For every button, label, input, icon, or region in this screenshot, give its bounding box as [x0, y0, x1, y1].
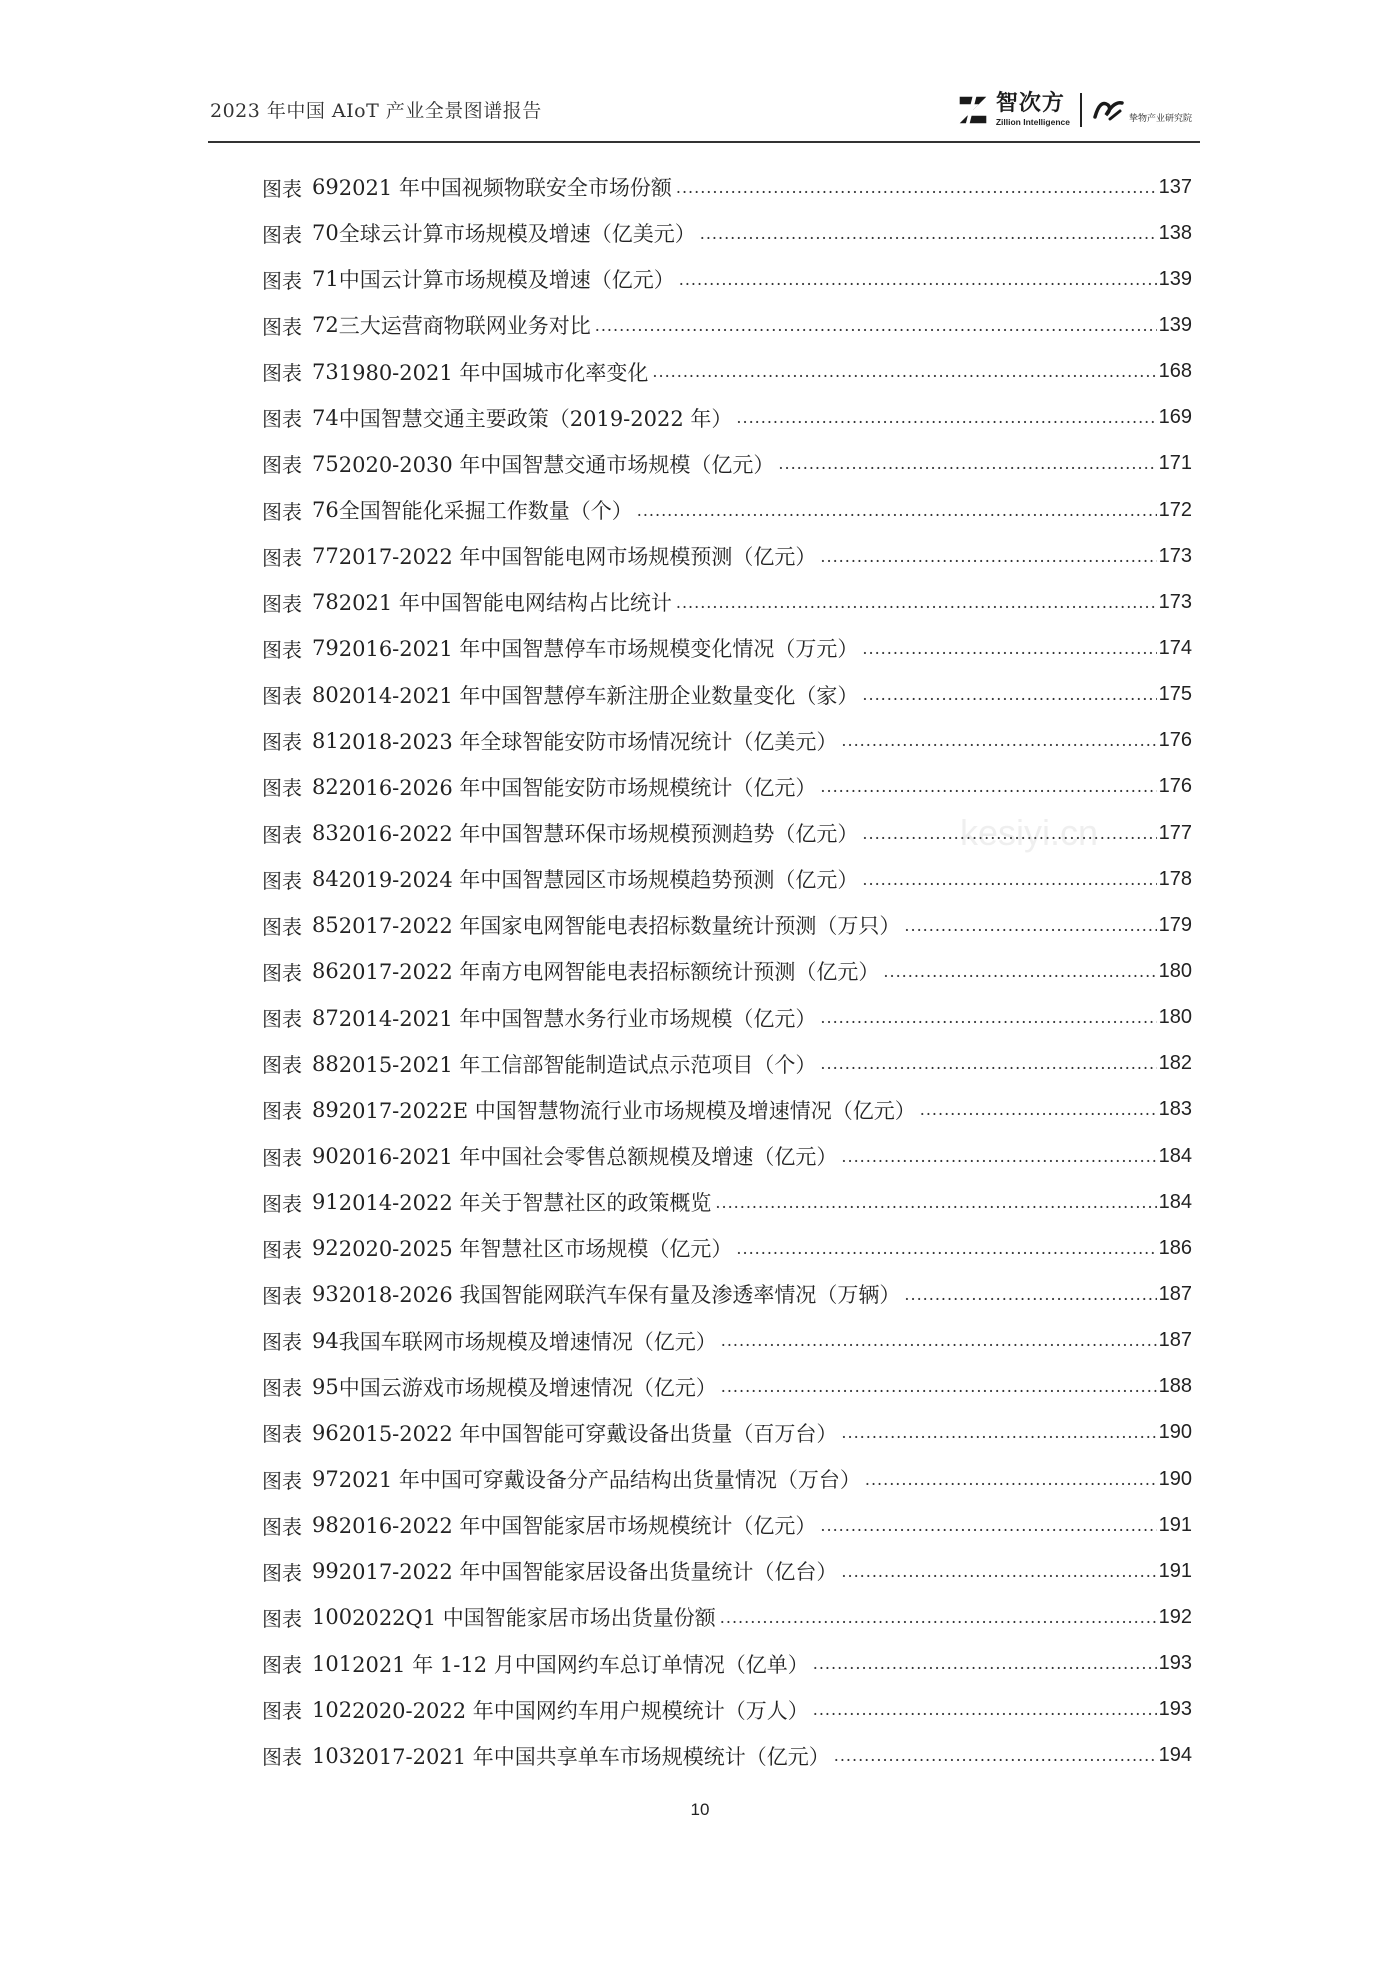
toc-entry-title: 全球云计算市场规模及增速（亿美元） [338, 222, 696, 247]
toc-entry-prefix: 图表 [262, 1653, 302, 1678]
toc-entry-page: 184 [1158, 1190, 1192, 1213]
watermark-text: kesiyi.cn [960, 812, 1099, 853]
toc-entry-prefix: 图表 [262, 1699, 302, 1724]
toc-entry-leader [841, 1423, 1156, 1442]
toc-entry-title: 2020-2030 年中国智慧交通市场规模（亿元） [338, 452, 775, 477]
toc-entry-leader [820, 777, 1156, 796]
toc-entry-number: 99 [312, 1559, 339, 1584]
toc-entry-number: 82 [312, 774, 339, 799]
toc-entry[interactable] [262, 256, 1192, 302]
toc-entry-prefix: 图表 [262, 1468, 302, 1493]
toc-entry-prefix: 图表 [262, 176, 302, 201]
toc-entry[interactable] [262, 1641, 1192, 1687]
toc-entry-title: 2019-2024 年中国智慧园区市场规模趋势预测（亿元） [338, 868, 859, 893]
toc-entry[interactable] [262, 441, 1192, 487]
toc-entry-leader [820, 1054, 1156, 1073]
toc-entry-page: 188 [1158, 1375, 1192, 1398]
toc-entry-title: 2014-2022 年关于智慧社区的政策概览 [338, 1191, 712, 1216]
toc-entry-page: 179 [1158, 913, 1192, 936]
toc-entry-number: 70 [312, 221, 339, 246]
toc-entry[interactable] [262, 164, 1192, 210]
zillion-logo-text [996, 93, 1070, 127]
toc-entry-page: 191 [1158, 1559, 1192, 1582]
toc-entry-number: 102 [312, 1697, 353, 1722]
toc-entry[interactable] [262, 1410, 1192, 1456]
toc-entry-page: 177 [1158, 821, 1192, 844]
toc-entry-title: 2021 年中国智能电网结构占比统计 [338, 591, 672, 616]
toc-entry[interactable] [262, 579, 1192, 625]
toc-entry-title: 2017-2022E 中国智慧物流行业市场规模及增速情况（亿元） [338, 1098, 916, 1123]
toc-entry-prefix: 图表 [262, 776, 302, 801]
toc-entry-page: 139 [1158, 267, 1192, 290]
toc-entry-page: 180 [1158, 1006, 1192, 1029]
toc-entry-leader [778, 454, 1156, 473]
toc-entry-page: 192 [1158, 1605, 1192, 1628]
toc-entry[interactable] [262, 1087, 1192, 1133]
toc-entry-number: 88 [312, 1051, 339, 1076]
toc-entry-page: 168 [1158, 360, 1192, 383]
toc-entry[interactable] [262, 1133, 1192, 1179]
toc-entry-page: 172 [1158, 498, 1192, 521]
toc-entry-page: 176 [1158, 729, 1192, 752]
toc-entry-number: 75 [312, 451, 339, 476]
toc-entry-number: 73 [312, 359, 339, 384]
toc-entry-leader [841, 1147, 1156, 1166]
toc-entry-number: 69 [312, 175, 339, 200]
toc-entry-leader [865, 1470, 1157, 1489]
toc-entry-prefix: 图表 [262, 822, 302, 847]
toc-entry-leader [904, 1285, 1156, 1304]
toc-entry-title: 2017-2022 年中国智能电网市场规模预测（亿元） [338, 545, 817, 570]
toc-entry[interactable] [262, 533, 1192, 579]
toc-entry-prefix: 图表 [262, 1191, 302, 1216]
toc-entry-leader [813, 1654, 1157, 1673]
toc-entry-prefix: 图表 [262, 1514, 302, 1539]
toc-entry[interactable] [262, 1456, 1192, 1502]
toc-entry-prefix: 图表 [262, 1745, 302, 1770]
toc-entry[interactable] [262, 672, 1192, 718]
toc-entry-prefix: 图表 [262, 1007, 302, 1032]
toc-entry[interactable] [262, 1318, 1192, 1364]
toc-entry-leader [679, 270, 1157, 289]
toc-entry-title: 2016-2022 年中国智慧环保市场规模预测趋势（亿元） [338, 822, 859, 847]
toc-entry[interactable] [262, 210, 1192, 256]
toc-entry-leader [841, 731, 1156, 750]
toc-entry-leader [841, 1562, 1156, 1581]
toc-entry-prefix: 图表 [262, 1145, 302, 1170]
logo-cn-name: 智次方 [995, 91, 1065, 117]
zhiwu-institute-name: 挚物产业研究院 [1128, 113, 1192, 124]
toc-entry-leader [862, 870, 1156, 889]
toc-entry-prefix: 图表 [262, 1422, 302, 1447]
toc-entry-title: 1980-2021 年中国城市化率变化 [338, 360, 649, 385]
toc-entry-number: 97 [312, 1467, 339, 1491]
toc-entry-title: 2020-2025 年智慧社区市场规模（亿元） [338, 1237, 733, 1262]
toc-entry-prefix: 图表 [262, 960, 302, 985]
toc-entry-prefix: 图表 [262, 453, 302, 478]
toc-entry-leader [920, 1100, 1157, 1119]
zhiwu-logo-icon [1092, 95, 1126, 125]
toc-entry-title: 2016-2022 年中国智能家居市场规模统计（亿元） [338, 1514, 817, 1539]
toc-entry[interactable] [262, 487, 1192, 533]
toc-entry[interactable] [262, 1548, 1192, 1594]
toc-entry-number: 94 [312, 1328, 339, 1353]
toc-entry-leader [834, 1746, 1157, 1765]
toc-entry-page: 183 [1158, 1098, 1192, 1121]
toc-entry-number: 89 [312, 1097, 339, 1122]
toc-entry-title: 2017-2021 年中国共享单车市场规模统计（亿元） [352, 1744, 830, 1769]
toc-entry-prefix: 图表 [262, 1053, 302, 1078]
toc-entry-leader [637, 501, 1157, 520]
toc-entry-leader [820, 547, 1156, 566]
toc-entry-prefix: 图表 [262, 314, 302, 339]
page-number: 10 [690, 1800, 710, 1819]
toc-entry-prefix: 图表 [262, 1560, 302, 1585]
toc-entry-number: 90 [312, 1144, 339, 1169]
toc-entry-title: 2021 年中国视频物联安全市场份额 [338, 176, 672, 201]
toc-entry-page: 187 [1158, 1282, 1192, 1305]
toc-entry-leader [736, 1239, 1156, 1258]
toc-entry-title: 2017-2022 年国家电网智能电表招标数量统计预测（万只） [338, 914, 901, 939]
toc-entry-number: 81 [312, 728, 339, 753]
report-title: 2023 年中国 AIoT 产业全景图谱报告 [210, 100, 542, 122]
toc-entry-leader [820, 1516, 1156, 1535]
toc-entry[interactable] [262, 395, 1192, 441]
toc-entry-number: 79 [312, 636, 339, 661]
toc-entry-page: 178 [1158, 867, 1192, 890]
toc-entry[interactable] [262, 1225, 1192, 1271]
toc-entry-leader [883, 962, 1156, 981]
toc-entry-prefix: 图表 [262, 268, 302, 293]
toc-entry-prefix: 图表 [262, 499, 302, 524]
toc-entry-leader [652, 362, 1156, 381]
toc-entry-number: 76 [312, 498, 339, 523]
toc-entry-number: 86 [312, 959, 339, 984]
toc-entry[interactable] [262, 948, 1192, 994]
toc-entry-prefix: 图表 [262, 637, 302, 662]
toc-entry-number: 103 [312, 1743, 353, 1768]
toc-entry-prefix: 图表 [262, 1376, 302, 1401]
toc-entry-leader [700, 224, 1157, 243]
toc-entry-leader [721, 1331, 1157, 1350]
toc-entry-page: 182 [1158, 1052, 1192, 1075]
toc-entry-page: 191 [1158, 1513, 1192, 1536]
toc-entry-page: 176 [1158, 775, 1192, 798]
toc-entry-number: 85 [312, 913, 339, 938]
toc-entry-number: 71 [312, 267, 339, 292]
toc-entry[interactable] [262, 1179, 1192, 1225]
toc-entry-leader [820, 1008, 1156, 1027]
logo-en-name: Zillion Intelligence [995, 117, 1070, 128]
toc-entry-prefix: 图表 [262, 1099, 302, 1124]
toc-entry-page: 187 [1158, 1329, 1192, 1352]
toc-entry-prefix: 图表 [262, 222, 302, 247]
toc-entry-number: 74 [312, 405, 339, 430]
toc-entry-prefix: 图表 [262, 1237, 302, 1262]
header-logos [954, 88, 1192, 132]
toc-entry-title: 2016-2026 年中国智能安防市场规模统计（亿元） [338, 775, 817, 800]
toc-entry-prefix: 图表 [262, 684, 302, 709]
toc-entry-number: 101 [312, 1651, 353, 1676]
toc-entry-title: 2014-2021 年中国智慧水务行业市场规模（亿元） [338, 1006, 817, 1031]
toc-entry-number: 98 [312, 1513, 339, 1538]
toc-entry[interactable] [262, 995, 1192, 1041]
toc-entry-title: 2016-2021 年中国智慧停车市场规模变化情况（万元） [338, 637, 859, 662]
toc-entry-page: 190 [1158, 1467, 1192, 1490]
toc-entry-leader [736, 408, 1156, 427]
toc-entry[interactable] [262, 1502, 1192, 1548]
toc-entry-prefix: 图表 [262, 361, 302, 386]
toc-entry-page: 186 [1158, 1236, 1192, 1259]
toc-entry-prefix: 图表 [262, 730, 302, 755]
toc-entry-leader [676, 178, 1157, 197]
toc-entry[interactable] [262, 1041, 1192, 1087]
toc-entry-title: 2018-2026 我国智能网联汽车保有量及渗透率情况（万辆） [338, 1283, 901, 1308]
toc-entry-prefix: 图表 [262, 1283, 302, 1308]
toc-entry-title: 2014-2021 年中国智慧停车新注册企业数量变化（家） [338, 683, 859, 708]
toc-entry-leader [595, 316, 1157, 335]
toc-entry-prefix: 图表 [262, 1606, 302, 1631]
toc-entry-title: 三大运营商物联网业务对比 [338, 314, 591, 339]
toc-entry-prefix: 图表 [262, 591, 302, 616]
toc-entry-page: 174 [1158, 636, 1192, 659]
toc-entry-page: 190 [1158, 1421, 1192, 1444]
toc-entry[interactable] [262, 902, 1192, 948]
toc-entry-title: 2018-2023 年全球智能安防市场情况统计（亿美元） [338, 729, 838, 754]
toc-entry[interactable] [262, 856, 1192, 902]
toc-entry-title: 2015-2022 年中国智能可穿戴设备出货量（百万台） [338, 1421, 838, 1446]
toc-entry[interactable] [262, 625, 1192, 671]
toc-entry-number: 100 [312, 1605, 353, 1630]
toc-entry-title: 2015-2021 年工信部智能制造试点示范项目（个） [338, 1052, 817, 1077]
toc-entry-number: 91 [312, 1190, 339, 1215]
toc-entry-title: 中国云计算市场规模及增速（亿元） [338, 268, 675, 293]
toc-entry-prefix: 图表 [262, 914, 302, 939]
page-header [210, 92, 1200, 142]
toc-entry-leader [721, 1377, 1157, 1396]
toc-entry-page: 184 [1158, 1144, 1192, 1167]
toc-entry-page: 193 [1158, 1652, 1192, 1675]
toc-entry-page: 171 [1158, 452, 1192, 475]
toc-entry-page: 175 [1158, 683, 1192, 706]
toc-entry-title: 2021 年 1-12 月中国网约车总订单情况（亿单） [352, 1652, 809, 1677]
toc-entry-prefix: 图表 [262, 1330, 302, 1355]
toc-entry-page: 137 [1158, 175, 1192, 198]
toc-entry-page: 173 [1158, 544, 1192, 567]
logo-separator [1080, 93, 1082, 127]
toc-entry-prefix: 图表 [262, 545, 302, 570]
toc-entry-leader [715, 1193, 1156, 1212]
toc-entry-title: 2017-2022 年中国智能家居设备出货量统计（亿台） [338, 1560, 838, 1585]
toc-entry-number: 96 [312, 1420, 339, 1445]
toc-entry-title: 中国云游戏市场规模及增速情况（亿元） [338, 1375, 717, 1400]
toc-entry[interactable] [262, 302, 1192, 348]
toc-entry[interactable] [262, 1364, 1192, 1410]
toc-entry-title: 2020-2022 年中国网约车用户规模统计（万人） [352, 1698, 809, 1723]
toc-entry-leader [720, 1608, 1157, 1627]
toc-entry-number: 93 [312, 1282, 339, 1307]
toc-entry-title: 2022Q1 中国智能家居市场出货量份额 [352, 1606, 716, 1631]
toc-entry-page: 194 [1158, 1744, 1192, 1767]
toc-entry[interactable] [262, 1594, 1192, 1640]
toc-entry-number: 84 [312, 867, 339, 892]
toc-entry[interactable] [262, 764, 1192, 810]
toc-entry-title: 中国智慧交通主要政策（2019-2022 年） [338, 406, 733, 431]
toc-entry-number: 78 [312, 590, 339, 615]
toc-entry-title: 2021 年中国可穿戴设备分产品结构出货量情况（万台） [338, 1468, 861, 1492]
toc-entry[interactable] [262, 1733, 1192, 1779]
toc-entry-number: 87 [312, 1005, 339, 1030]
toc-entry-prefix: 图表 [262, 868, 302, 893]
toc-entry-page: 180 [1158, 959, 1192, 982]
toc-entry-number: 95 [312, 1374, 339, 1399]
toc-entry-page: 193 [1158, 1698, 1192, 1721]
toc-entry-leader [862, 639, 1156, 658]
toc-entry-leader [676, 593, 1157, 612]
toc-entry-title: 我国车联网市场规模及增速情况（亿元） [338, 1329, 717, 1354]
toc-entry-page: 173 [1158, 590, 1192, 613]
toc-entry-number: 77 [312, 544, 339, 569]
toc-entry-prefix: 图表 [262, 407, 302, 432]
toc-entry-title: 2017-2022 年南方电网智能电表招标额统计预测（亿元） [338, 960, 880, 985]
toc-entry[interactable] [262, 1687, 1192, 1733]
toc-entry-number: 83 [312, 821, 339, 846]
toc-entry-number: 92 [312, 1236, 339, 1261]
toc-entry-title: 2016-2021 年中国社会零售总额规模及增速（亿元） [338, 1145, 838, 1170]
toc-entry-leader [904, 916, 1156, 935]
zillion-logo-icon [954, 91, 992, 129]
toc-entry-number: 72 [312, 313, 339, 338]
toc-entry-leader [813, 1700, 1157, 1719]
toc-entry-title: 全国智能化采掘工作数量（个） [338, 499, 633, 524]
toc-entry[interactable] [262, 1271, 1192, 1317]
toc-entry-page: 138 [1158, 221, 1192, 244]
toc-entry-leader [862, 685, 1156, 704]
toc-entry[interactable] [262, 349, 1192, 395]
toc-entry-page: 139 [1158, 313, 1192, 336]
toc-entry[interactable] [262, 718, 1192, 764]
figure-list [262, 164, 1192, 1779]
toc-entry-page: 169 [1158, 406, 1192, 429]
toc-entry-number: 80 [312, 682, 339, 707]
header-divider [208, 141, 1200, 143]
